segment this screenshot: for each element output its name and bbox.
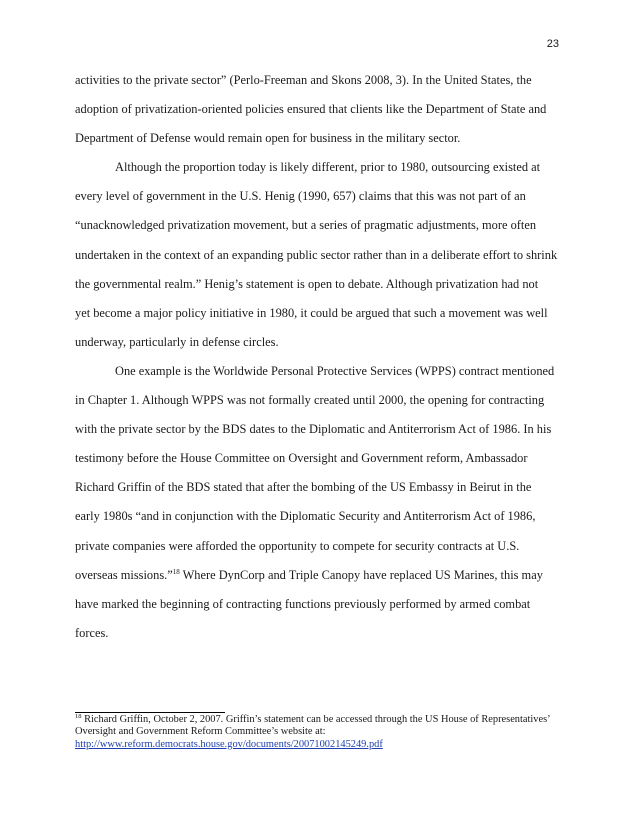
text-line: Richard Griffin of the BDS stated that after the bombing of the US Embassy in Beirut in the xyxy=(75,480,532,495)
paragraph-2 xyxy=(75,153,565,357)
text-line: have marked the beginning of contracting functions previously performed by armed combat xyxy=(75,596,531,611)
footnote-separator xyxy=(75,712,225,713)
text-line: every level of government in the U.S. Henig (1990, 657) claims that this was not part of an xyxy=(75,189,526,204)
text-line-with-footnote-ref xyxy=(75,561,565,590)
text-line: adoption of privatization-oriented policies ensured that clients like the Department of State and xyxy=(75,102,547,117)
footnote-line xyxy=(75,714,575,726)
text-line: underway, particularly in defense circles. xyxy=(75,334,279,349)
footnote-line xyxy=(75,739,575,751)
paragraph-3 xyxy=(75,357,565,648)
footnote-18 xyxy=(75,714,575,751)
text-line: activities to the private sector” (Perlo-Freeman and Skons 2008, 3). In the United States, the xyxy=(75,73,532,87)
page-number: 23 xyxy=(546,38,559,50)
text-line: “unacknowledged privatization movement, but a series of pragmatic adjustments, more often xyxy=(75,218,537,233)
footnote-mark: 18 xyxy=(75,713,82,720)
text-line: private companies were afforded the opportunity to compete for security contracts at U.S. xyxy=(75,538,520,553)
text-line: in Chapter 1. Although WPPS was not formally created until 2000, the opening for contracting xyxy=(75,393,545,408)
footnote-ref-18[interactable]: 18 xyxy=(172,567,180,576)
text-fragment: Where DynCorp and Triple Canopy have replaced US Marines, this may xyxy=(179,567,543,582)
paragraph-1 xyxy=(75,66,565,153)
text-line: testimony before the House Committee on Oversight and Government reform, Ambassador xyxy=(75,451,528,466)
text-line: One example is the Worldwide Personal Protective Services (WPPS) contract mentioned xyxy=(115,363,555,378)
text-line: Although the proportion today is likely different, prior to 1980, outsourcing existed at xyxy=(115,160,541,175)
footnote-line: Oversight and Government Reform Committee’s website at: xyxy=(75,726,326,738)
text-line: yet become a major policy initiative in 1980, it could be argued that such a movement was well xyxy=(75,305,548,320)
text-fragment: overseas missions.” xyxy=(75,567,173,582)
text-line: Department of Defense would remain open for business in the military sector. xyxy=(75,131,461,146)
footnote-link[interactable]: http://www.reform.democrats.house.gov/documents/20071002145249.pdf xyxy=(75,738,383,750)
text-line: undertaken in the context of an expanding public sector rather than in a deliberate effort to shrink xyxy=(75,247,558,262)
text-line: the governmental realm.” Henig’s statement is open to debate. Although privatization had not xyxy=(75,276,539,291)
text-line: with the private sector by the BDS dates to the Diplomatic and Antiterrorism Act of 1986. In his xyxy=(75,422,552,437)
footnote-text: Richard Griffin, October 2, 2007. Griffin’s statement can be accessed through the US House of Representatives’ xyxy=(81,714,551,725)
text-line: early 1980s “and in conjunction with the Diplomatic Security and Antiterrorism Act of 1986, xyxy=(75,509,536,524)
text-line: forces. xyxy=(75,625,109,640)
body-text xyxy=(75,66,565,648)
